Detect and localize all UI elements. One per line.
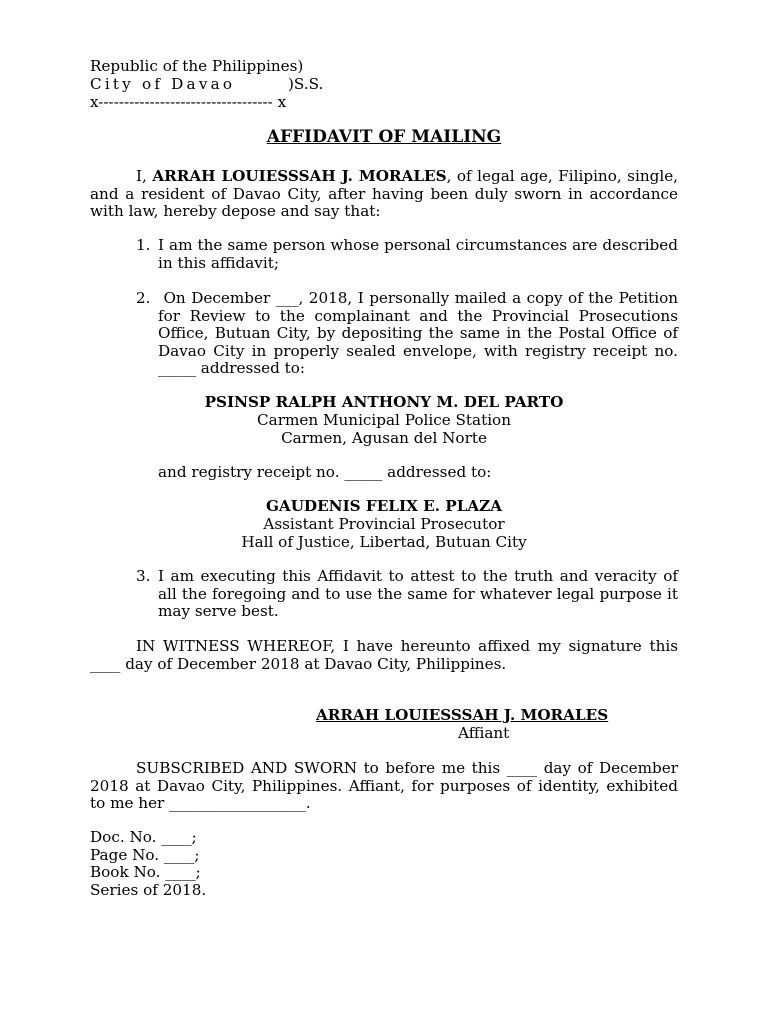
registry-line: and registry receipt no. _____ addressed to: bbox=[158, 463, 492, 481]
document-title: AFFIDAVIT OF MAILING bbox=[266, 127, 502, 147]
caption-ss: )S.S. bbox=[288, 75, 324, 93]
addressee-2-line1: Assistant Provincial Prosecutor bbox=[263, 515, 505, 533]
item-1-text: I am the same person whose personal circumstances are described in this affidavit; bbox=[158, 236, 678, 272]
intro-prefix: I, bbox=[136, 167, 153, 185]
addressee-1-line1: Carmen Municipal Police Station bbox=[257, 411, 511, 429]
notary-page-no: Page No. ____; bbox=[90, 846, 200, 864]
notary-book-no: Book No. ____; bbox=[90, 863, 201, 881]
item-1-number: 1. bbox=[136, 236, 151, 254]
notary-doc-no: Doc. No. ____; bbox=[90, 828, 197, 846]
item-2-number: 2. bbox=[136, 289, 151, 307]
item-3-text: I am executing this Affidavit to attest to the truth and veracity of all the foregoing and to use the same for whatever legal purpose it may serve best. bbox=[158, 567, 678, 621]
addressee-1-line2: Carmen, Agusan del Norte bbox=[281, 429, 487, 447]
addressee-1-name: PSINSP RALPH ANTHONY M. DEL PARTO bbox=[204, 393, 564, 411]
addressee-2-name: GAUDENIS FELIX E. PLAZA bbox=[265, 497, 503, 515]
addressee-2-line2: Hall of Justice, Libertad, Butuan City bbox=[241, 533, 527, 551]
caption-republic: Republic of the Philippines) bbox=[90, 57, 304, 75]
caption-city: City of Davao bbox=[90, 75, 236, 93]
intro-paragraph bbox=[90, 168, 678, 221]
intro-rest: , of legal age, Filipino, single, and a resident of Davao City, after having been duly sworn in accordance with law, hereby depose and say that: bbox=[90, 167, 679, 221]
signature-role: Affiant bbox=[458, 724, 510, 742]
signature-name: ARRAH LOUIESSSAH J. MORALES bbox=[316, 706, 609, 724]
notary-series: Series of 2018. bbox=[90, 881, 207, 899]
affiant-name-inline: ARRAH LOUIESSSAH J. MORALES bbox=[152, 167, 447, 185]
item-2-text: On December ___, 2018, I personally mailed a copy of the Petition for Review to the complainant and the Provincial Prosecutions Office, Butuan City, by depositing the same in the Postal Office of Davao City in properly sealed envelope, with registry receipt no. _____ addressed to: bbox=[158, 289, 683, 378]
caption-divider: x---------------------------------- x bbox=[90, 93, 287, 111]
witness-paragraph: IN WITNESS WHEREOF, I have hereunto affixed my signature this ____ day of December 2018 at Davao City, Philippines. bbox=[90, 637, 678, 673]
item-3-number: 3. bbox=[136, 567, 151, 585]
jurat-paragraph: SUBSCRIBED AND SWORN to before me this ____ day of December 2018 at Davao City, Philippines. Affiant, for purposes of identity, exhibited to me her __________________. bbox=[90, 759, 678, 813]
